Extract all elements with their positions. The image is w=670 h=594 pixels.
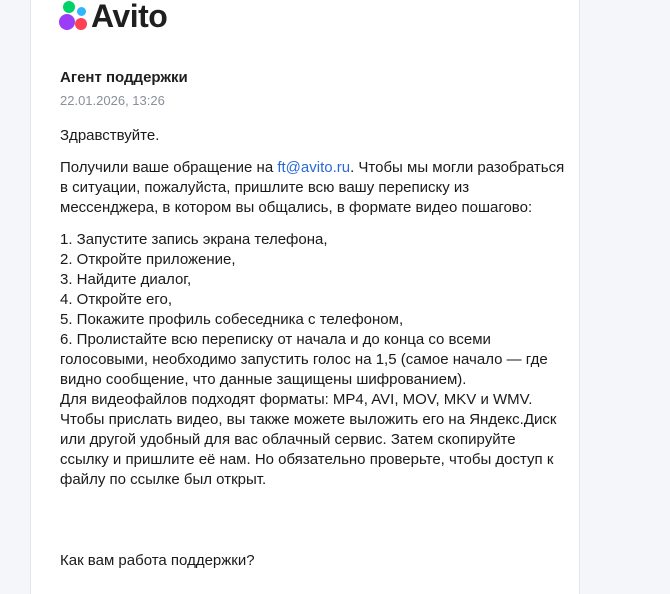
message-body: [60, 126, 565, 490]
avito-dots-icon: [59, 0, 89, 32]
support-email-link[interactable]: ft@avito.ru: [277, 159, 351, 176]
logo-dot-blue: [77, 7, 86, 16]
sender-name: Агент поддержки: [60, 69, 188, 86]
logo-dot-red: [75, 18, 87, 30]
step-item: 6. Пролистайте всю переписку от начала и до конца со всеми голосовыми, необходимо запустить голос на 1,5 (самое начало — где видно сообщение, что данные защищены шифрованием).: [60, 331, 548, 388]
step-item: 4. Откройте его,: [60, 291, 173, 308]
intro-text-start: Получили ваше обращение на: [60, 159, 278, 176]
email-card: [30, 0, 580, 594]
formats-paragraph: Для видеофайлов подходят форматы: MP4, AVI, MOV, MKV и WMV. Чтобы прислать видео, вы также можете выложить его на Яндекс.Диск или другой удобный для вас облачный сервис. Затем скопируйте ссылку и пришлите её нам. Но обязательно проверьте, чтобы доступ к файлу по ссылке был открыт.: [60, 391, 557, 488]
logo-text: Avito: [91, 0, 168, 34]
feedback-question: Как вам работа поддержки?: [60, 552, 255, 569]
avito-logo[interactable]: [59, 0, 167, 33]
step-item: 3. Найдите диалог,: [60, 271, 192, 288]
logo-dot-green: [63, 1, 75, 13]
logo-dot-purple: [59, 14, 75, 30]
message-date: 22.01.2026, 13:26: [60, 93, 165, 108]
step-item: 2. Откройте приложение,: [60, 251, 236, 268]
intro-text-end: . Чтобы мы могли разобраться в ситуации, пожалуйста, пришлите всю вашу переписку из мессенджера, в котором вы общались, в формате видео пошагово:: [60, 159, 565, 216]
step-item: 1. Запустите запись экрана телефона,: [60, 231, 328, 248]
greeting-text: Здравствуйте.: [60, 127, 160, 144]
intro-paragraph: [60, 158, 565, 218]
step-item: 5. Покажите профиль собеседника с телефоном,: [60, 311, 404, 328]
